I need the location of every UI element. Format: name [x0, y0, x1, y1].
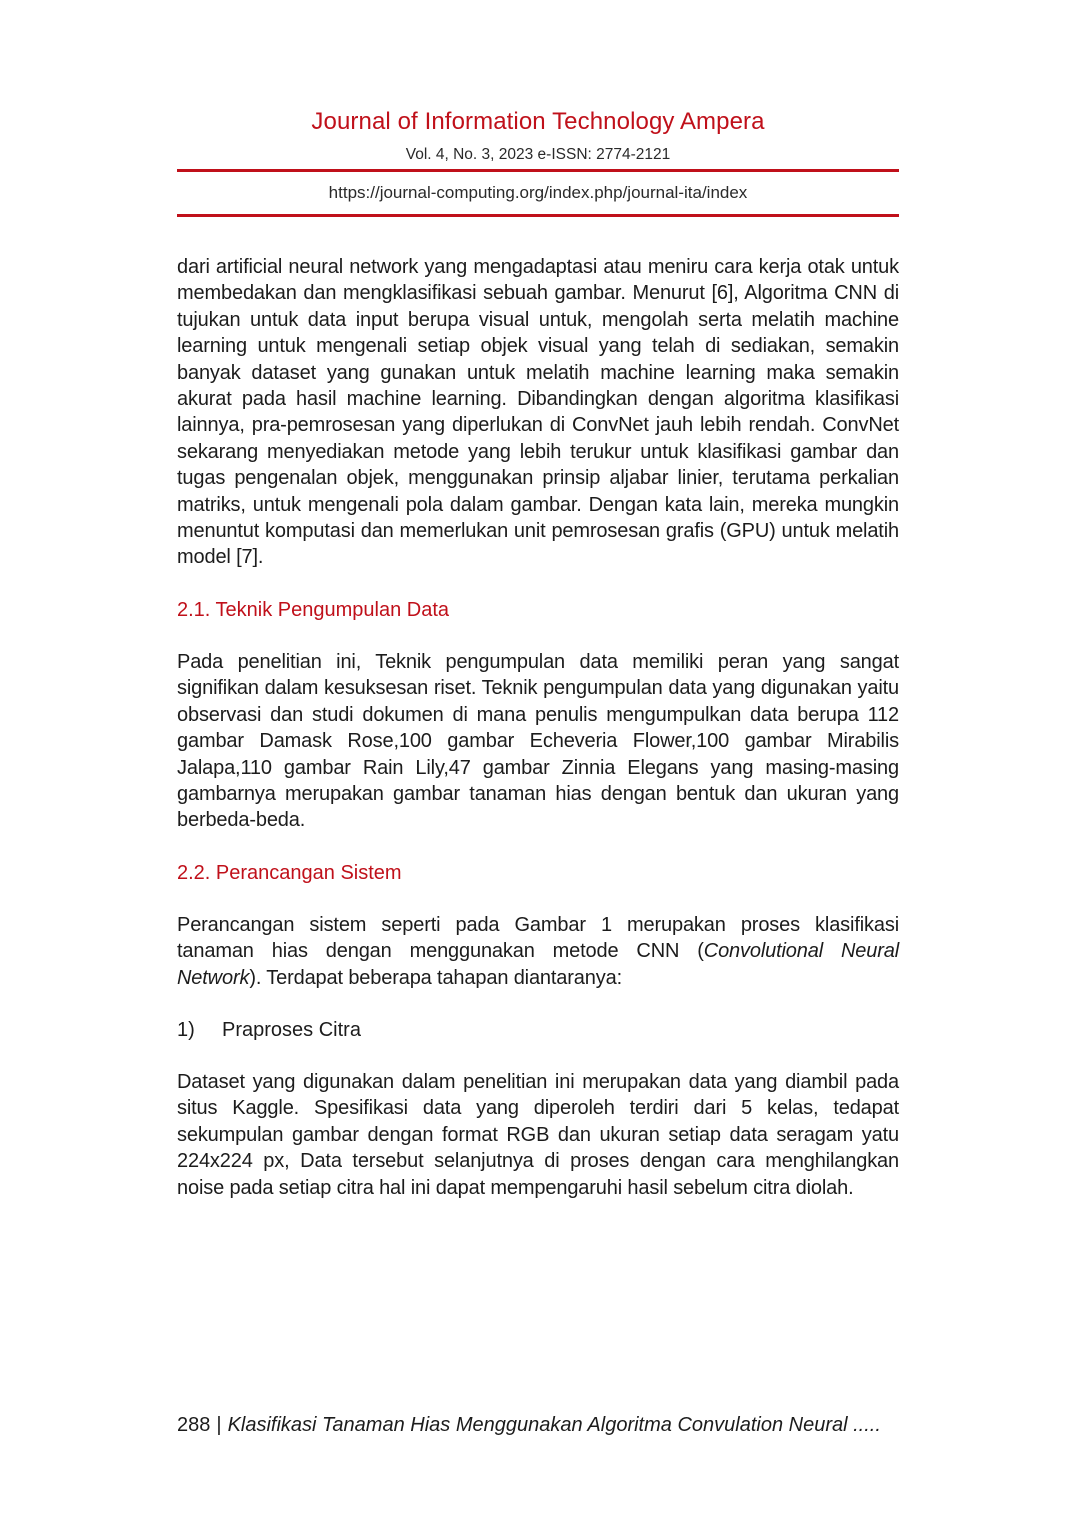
list-item-number: 1): [177, 1018, 195, 1041]
journal-url[interactable]: https://journal-computing.org/index.php/journal-ita/index: [328, 183, 748, 202]
dataset-paragraph: Dataset yang digunakan dalam penelitian ini merupakan data yang diambil pada situs Kaggle. Spesifikasi data yang diperoleh terdiri dari 5 kelas, tedapat sekumpulan gambar dengan format RGB dan ukuran setiap data seragam yatu 224x224 px, Data tersebut selanjutnya di proses dengan cara menghilangkan noise pada setiap citra hal ini dapat mempengaruhi hasil sebelum citra diolah.: [177, 1070, 899, 1199]
intro-paragraph: dari artificial neural network yang mengadaptasi atau meniru cara kerja otak untuk membedakan dan mengklasifikasi sebuah gambar. Menurut [6], Algoritma CNN di tujukan untuk data input berupa visual untuk, mengolah serta melatih machine learning untuk mengenali setiap objek visual yang telah di sediakan, semakin banyak dataset yang gunakan untuk melatih machine learning maka semakin akurat pada hasil machine learning. Dibandingkan dengan algoritma klasifikasi lainnya, pra-pemrosesan yang diperlukan di ConvNet jauh lebih rendah. ConvNet sekarang menyediakan metode yang lebih terukur untuk klasifikasi gambar dan tugas pengenalan objek, menggunakan prinsip aljabar linier, terutama perkalian matriks, untuk mengenali pola dalam gambar. Dengan kata lain, mereka mungkin menuntut komputasi dan memerlukan unit pemrosesan grafis (GPU) untuk melatih model [7].: [177, 256, 899, 569]
section-heading-system-design: 2.2. Perancangan Sistem: [177, 861, 402, 884]
page-body: [177, 254, 899, 1201]
volume-issn-line: Vol. 4, No. 3, 2023 e-ISSN: 2774-2121: [405, 146, 671, 163]
system-design-text-start: Perancangan sistem seperti pada Gambar 1 merupakan proses klasifikasi tanaman hias dengan menggunakan metode CNN (: [177, 913, 899, 963]
data-collection-paragraph: Pada penelitian ini, Teknik pengumpulan data memiliki peran yang sangat signifikan dalam kesuksesan riset. Teknik pengumpulan data yang digunakan yaitu observasi dan studi dokumen di mana penulis mengumpulkan data berupa 112 gambar Damask Rose,100 gambar Echeveria Flower,100 gambar Mirabilis Jalapa,110 gambar Rain Lily,47 gambar Zinnia Elegans yang masing-masing gambarnya merupakan gambar tanaman hias dengan bentuk dan ukuran yang berbeda-beda.: [177, 650, 899, 832]
list-item-label: Praproses Citra: [222, 1018, 361, 1041]
header-rule-bottom: [177, 214, 899, 217]
page-number: 288: [177, 1414, 211, 1436]
list-item-preprocessing: [177, 1017, 899, 1043]
system-design-paragraph: [177, 912, 899, 991]
running-title: Klasifikasi Tanaman Hias Menggunakan Algoritma Convulation Neural .....: [227, 1414, 881, 1436]
journal-title: Journal of Information Technology Ampera: [311, 108, 765, 135]
system-design-text-end: ). Terdapat beberapa tahapan diantaranya:: [249, 966, 622, 989]
section-heading-data-collection: 2.1. Teknik Pengumpulan Data: [177, 598, 450, 621]
header-rule-top: [177, 169, 899, 172]
footer-separator: |: [216, 1414, 222, 1436]
system-design-text-italic: Convolutional Neural Network: [177, 940, 899, 989]
page-footer: [177, 1414, 937, 1437]
